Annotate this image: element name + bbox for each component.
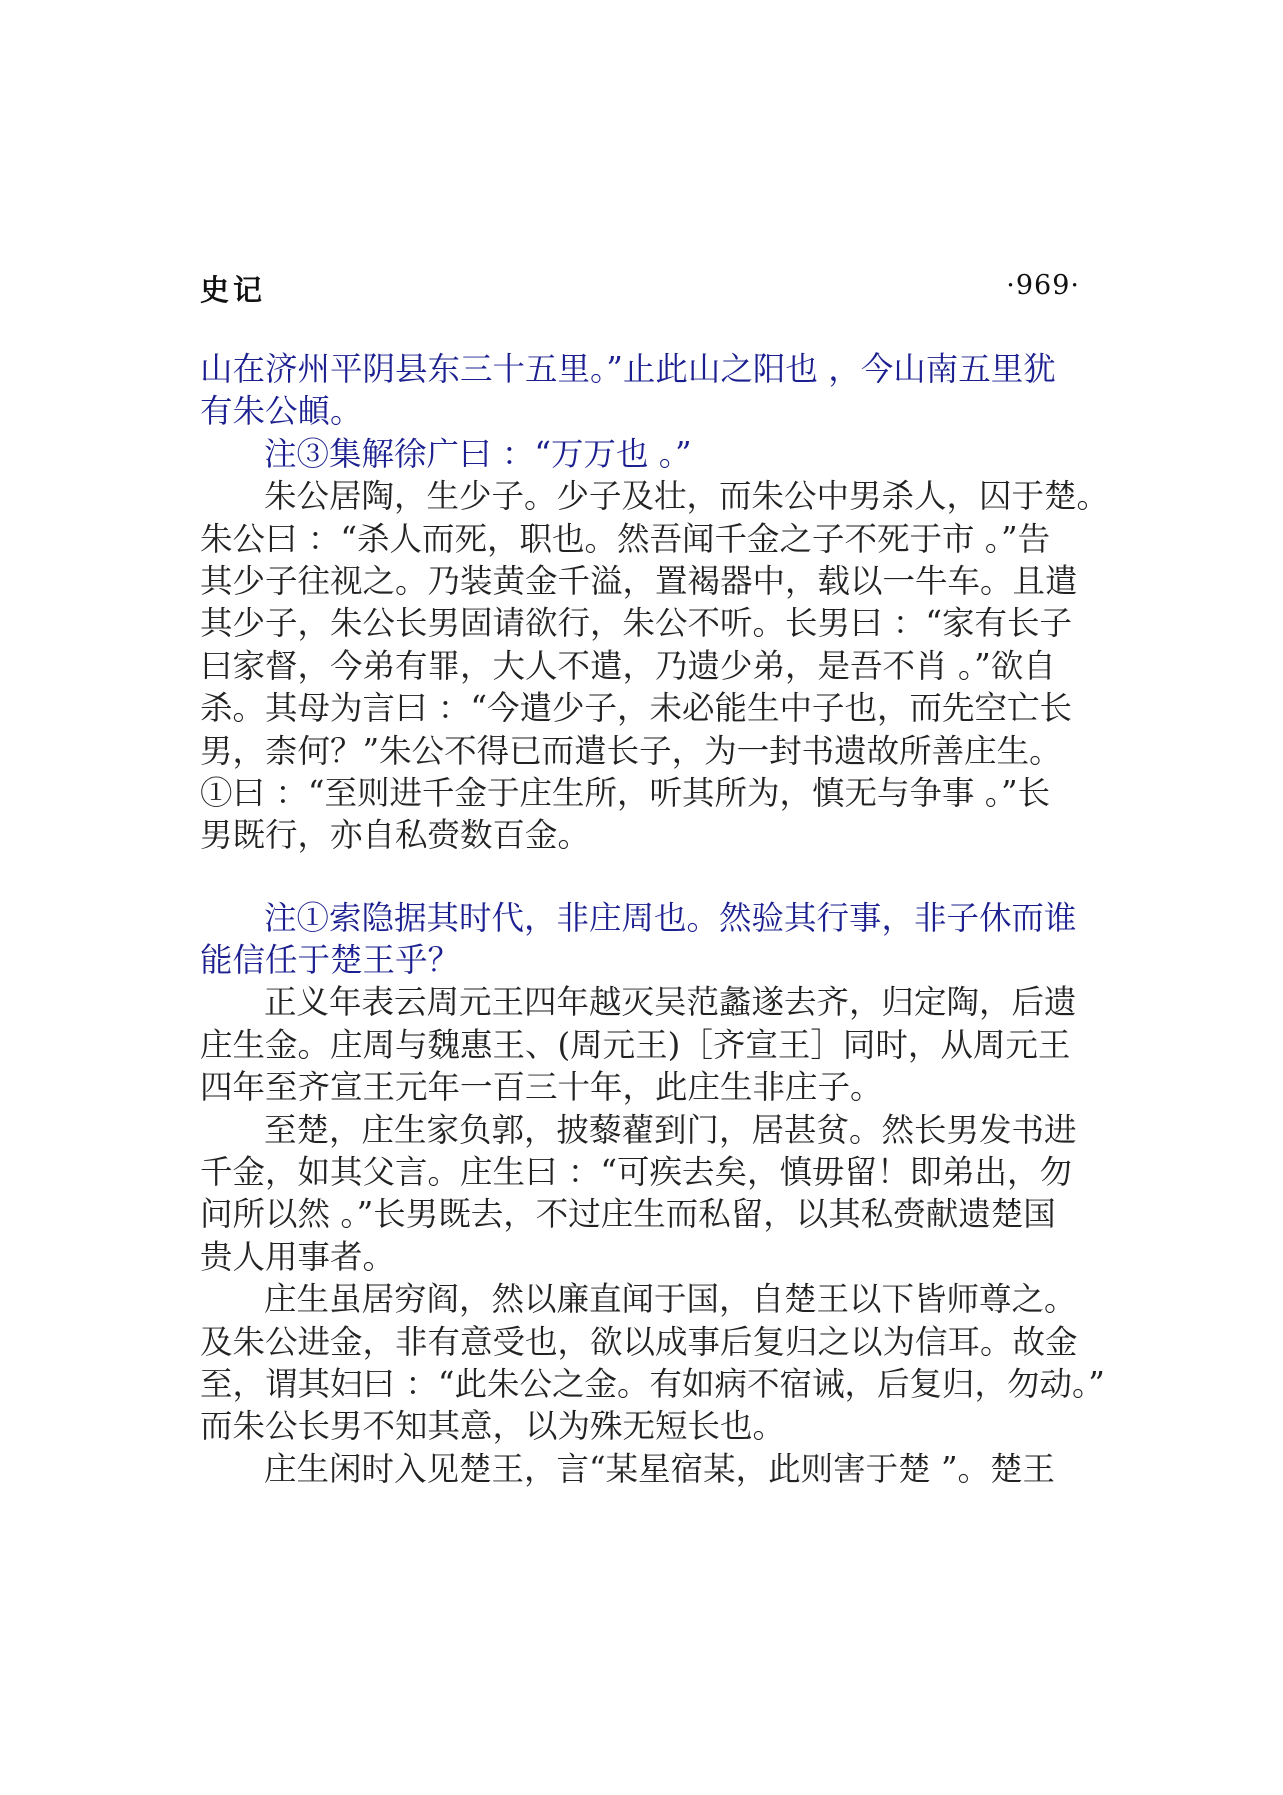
text-line: 其少子往视之。乃装黄金千溢，置褐器中，载以一牛车。且遣	[200, 561, 1078, 600]
page-content	[200, 348, 1110, 1490]
text-line: 问所以然 。”长男既去，不过庄生而私留，以其私赍献遗楚国	[200, 1195, 1056, 1234]
text-line: 男既行，亦自私赍数百金。	[200, 816, 591, 855]
body-paragraph	[200, 475, 1110, 857]
text-line: 杀。其母为言曰 ：“今遣少子，未必能生中子也，而先空亡长	[200, 689, 1072, 728]
text-line: 朱公居陶，生少子。少子及壮，而朱公中男杀人，囚于楚。	[264, 477, 1110, 516]
body-paragraph	[200, 1109, 1100, 1279]
text-line: 及朱公进金，非有意受也，欲以成事后复归之以为信耳。故金	[200, 1322, 1078, 1361]
text-line: 山在济州平阴县东三十五里。”止此山之阳也 ，今山南五里犹	[200, 350, 1056, 388]
text-line: 曰家督，今弟有罪，大人不遣，乃遗少弟，是吾不肖 。”欲自	[200, 646, 1056, 685]
text-line: 而朱公长男不知其意，以为殊无短长也。	[200, 1407, 786, 1446]
body-paragraph	[200, 981, 1100, 1108]
paragraph-gap	[200, 857, 1100, 897]
text-line: 注③集解徐广曰 ：“万万也 。”	[264, 434, 692, 473]
annotation-paragraph	[200, 897, 1100, 982]
page-header	[200, 268, 1080, 308]
text-line: 其少子，朱公长男固请欲行，朱公不听。长男曰 ：“家有长子	[200, 604, 1072, 643]
text-line: 庄生金。庄周与魏惠王、(周元王)［齐宣王］同时，从周元王	[200, 1025, 1071, 1064]
text-line: 有朱公頔。	[200, 392, 363, 431]
text-line: 贵人用事者。	[200, 1237, 396, 1276]
text-line: 能信任于楚王乎？	[200, 941, 461, 980]
text-line: 正义年表云周元王四年越灭吴范蠡遂去齐，归定陶，后遗	[264, 983, 1077, 1022]
text-line: 至，谓其妇曰 ：“此朱公之金。有如病不宿诫，后复归，勿动。”	[200, 1364, 1105, 1403]
page-number: ·969·	[1006, 270, 1080, 301]
text-line: 朱公曰 ：“杀人而死，职也。然吾闻千金之子不死于市 。”告	[200, 519, 1051, 558]
text-line: ①曰 ：“至则进千金于庄生所，听其所为，慎无与争事 。”长	[200, 773, 1051, 812]
text-line: 男，柰何？”朱公不得已而遣长子，为一封书遗故所善庄生。	[200, 731, 1062, 770]
book-title: 史记	[200, 273, 267, 307]
text-line: 注①索隐据其时代，非庄周也。然验其行事，非子休而谁	[264, 898, 1077, 937]
body-paragraph	[200, 1278, 1105, 1448]
text-line: 四年至齐宣王元年一百三十年，此庄生非庄子。	[200, 1068, 883, 1107]
annotation-paragraph	[200, 433, 1100, 475]
text-line: 至楚，庄生家负郭，披藜藋到门，居甚贫。然长男发书进	[264, 1110, 1077, 1149]
body-paragraph	[200, 1448, 1100, 1490]
text-line: 庄生闲时入见楚王，言“某星宿某，此则害于楚 ”。楚王	[264, 1449, 1056, 1488]
text-line: 千金，如其父言。庄生曰 ：“可疾去矣，慎毋留！即弟出，勿	[200, 1153, 1072, 1192]
text-line: 庄生虽居穷阎，然以廉直闻于国，自楚王以下皆师尊之。	[264, 1280, 1077, 1319]
annotation-paragraph	[200, 348, 1100, 433]
